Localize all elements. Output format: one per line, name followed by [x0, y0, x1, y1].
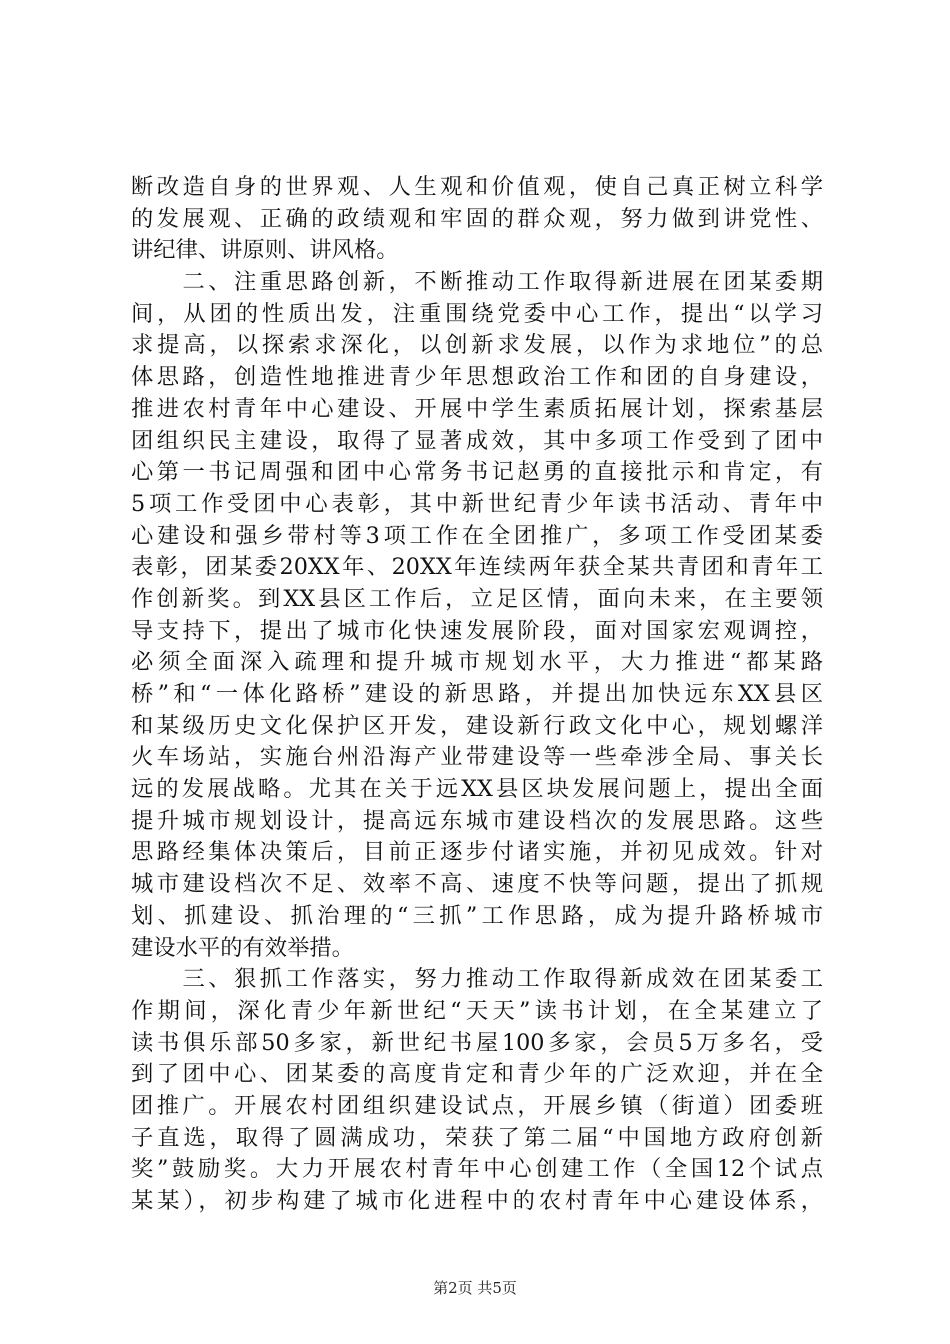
text-line: 和某级历史文化保护区开发，建设新行政文化中心，规划螺洋 [131, 712, 823, 739]
text-line: 断改造自身的世界观、人生观和价值观，使自己真正树立科学 [131, 174, 823, 200]
document-body [131, 172, 823, 1218]
text-line: 导支持下，提出了城市化快速发展阶段，面对国家宏观调控， [131, 617, 823, 644]
text-line: 子直选，取得了圆满成功，荣获了第二届“中国地方政府创新 [131, 1124, 823, 1151]
text-line: 某某），初步构建了城市化进程中的农村青年中心建设体系， [131, 1188, 823, 1214]
text-line: 团推广。开展农村团组织建设试点，开展乡镇（街道）团委班 [131, 1092, 823, 1119]
text-line: 求提高，以探索求深化，以创新求发展，以作为求地位”的总 [131, 332, 823, 359]
text-line: 必须全面深入疏理和提升城市规划水平，大力推进“都某路 [131, 649, 823, 676]
text-line: 心建设和强乡带村等3项工作在全团推广，多项工作受团某委 [131, 522, 823, 549]
text-line: 城市建设档次不足、效率不高、速度不快等问题，提出了抓规 [131, 871, 823, 898]
text-line: 奖”鼓励奖。大力开展农村青年中心创建工作（全国12个试点 [131, 1156, 823, 1183]
text-line: 二、注重思路创新，不断推动工作取得新进展在团某委期 [131, 269, 823, 296]
text-line: 建设水平的有效举措。 [131, 934, 354, 961]
text-line: 团组织民主建设，取得了显著成效，其中多项工作受到了团中 [131, 427, 823, 454]
text-line: 间，从团的性质出发，注重围绕党委中心工作，提出“以学习 [131, 300, 823, 327]
text-line: 火车场站，实施台州沿海产业带建设等一些牵涉全局、事关长 [131, 744, 823, 771]
text-line: 作创新奖。到XX县区工作后，立足区情，面向未来，在主要领 [131, 585, 823, 612]
page-number: 第2页 共5页 [433, 1279, 517, 1297]
text-line: 划、抓建设、抓治理的“三抓”工作思路，成为提升路桥城市 [131, 902, 823, 929]
text-line: 表彰，团某委20XX年、20XX年连续两年获全某共青团和青年工 [131, 554, 823, 581]
text-line: 读书俱乐部50多家，新世纪书屋100多家，会员5万多名，受 [131, 1029, 823, 1056]
text-line: 体思路，创造性地推进青少年思想政治工作和团的自身建设， [131, 364, 823, 391]
text-line: 心第一书记周强和团中心常务书记赵勇的直接批示和肯定，有 [131, 459, 823, 486]
text-line: 远的发展战略。尤其在关于远XX县区块发展问题上，提出全面 [131, 776, 823, 803]
text-line: 到了团中心、团某委的高度肯定和青少年的广泛欢迎，并在全 [131, 1061, 823, 1088]
text-line: 5项工作受团中心表彰，其中新世纪青少年读书活动、青年中 [131, 490, 823, 517]
text-line: 作期间，深化青少年新世纪“天天”读书计划，在全某建立了 [131, 997, 823, 1024]
text-line: 的发展观、正确的政绩观和牢固的群众观，努力做到讲党性、 [131, 205, 823, 232]
text-line: 思路经集体决策后，目前正逐步付诸实施，并初见成效。针对 [131, 839, 823, 866]
text-line: 讲纪律、讲原则、讲风格。 [131, 237, 399, 264]
text-line: 桥”和“一体化路桥”建设的新思路，并提出加快远东XX县区 [131, 681, 823, 707]
text-line: 推进农村青年中心建设、开展中学生素质拓展计划，探索基层 [131, 395, 823, 422]
text-line: 三、狠抓工作落实，努力推动工作取得新成效在团某委工 [131, 966, 823, 993]
text-line: 提升城市规划设计，提高远东城市建设档次的发展思路。这些 [131, 807, 823, 834]
